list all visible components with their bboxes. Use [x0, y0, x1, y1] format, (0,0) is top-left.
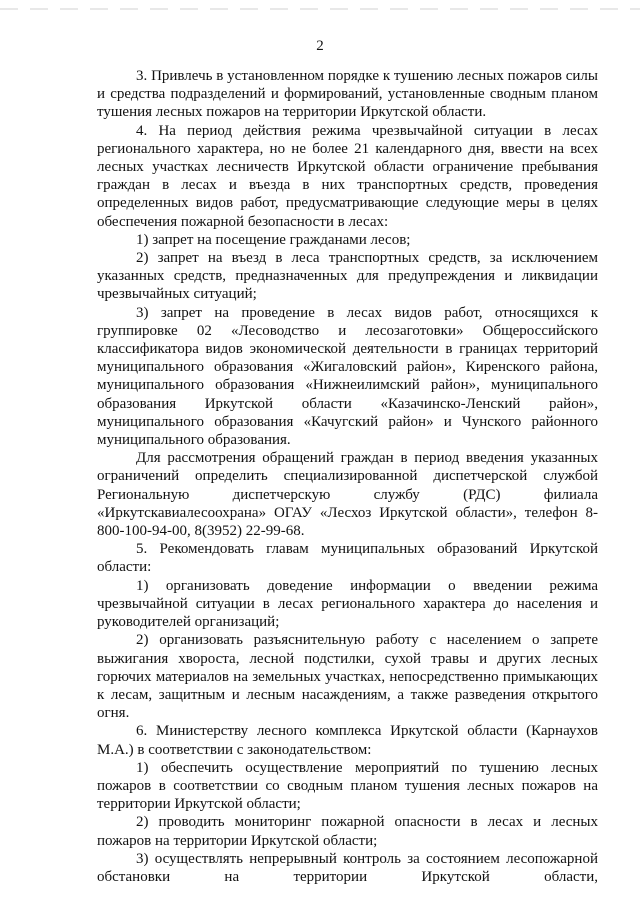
paragraph-item-6: 6. Министерству лесного комплекса Иркутской области (Карнаухов М.А.) в соответствии с законодательством:: [97, 723, 598, 758]
list-item-4-2: 2) запрет на въезд в леса транспортных средств, за исключением указанных средств, предназначенных для предупреждения и ликвидации чрезвычайных ситуаций;: [97, 250, 598, 303]
list-item-6-3: 3) осуществлять непрерывный контроль за состоянием лесопожарной обстановки на территории Иркутской области,: [97, 850, 598, 885]
document-body: [97, 67, 598, 886]
paragraph-item-5: 5. Рекомендовать главам муниципальных образований Иркутской области:: [97, 541, 598, 576]
paragraph-item-3: 3. Привлечь в установленном порядке к тушению лесных пожаров силы и средства подразделений и формирований, установленные сводным планом тушения лесных пожаров на территории Иркутской области.: [97, 68, 598, 121]
page-number: 2: [316, 38, 324, 54]
list-item-5-2: 2) организовать разъяснительную работу с населением о запрете выжигания хвороста, лесной подстилки, сухой травы и других лесных горючих материалов на земельных участках, непосредственно примыкающих к лесам, защитным и лесным насаждениям, а также разведения открытого огня.: [97, 632, 598, 722]
paragraph-hotline: Для рассмотрения обращений граждан в период введения указанных ограничений определить специализированной диспетчерской службой Региональную диспетчерскую службу (РДС) филиала «Иркутскавиалесоохрана» ОГАУ «Лесхоз Иркутской области», телефон 8-800-100-94-00, 8(3952) 22-99-68.: [97, 450, 598, 540]
list-item-5-1: 1) организовать доведение информации о введении режима чрезвычайной ситуации в лесах регионального характера до населения и руководителей организаций;: [97, 577, 598, 631]
paragraph-item-4: 4. На период действия режима чрезвычайной ситуации в лесах регионального характера, но не более 21 календарного дня, ввести на всех лесных участках лесничеств Иркутской области ограничение пребывания граждан в лесах и въезда в них транспортных средств, проведения определенных видов работ, предусматривающие следующие меры в целях обеспечения пожарной безопасности в лесах:: [97, 122, 598, 230]
list-item-6-1: 1) обеспечить осуществление мероприятий по тушению лесных пожаров в соответствии со сводным планом тушения лесных пожаров на территории Иркутской области;: [97, 759, 598, 813]
list-item-4-1: 1) запрет на посещение гражданами лесов;: [136, 231, 411, 248]
list-item-4-3: 3) запрет на проведение в лесах видов работ, относящихся к группировке 02 «Лесоводство и лесозаготовки» Общероссийского классификатора видов экономической деятельности в границах территорий муниципального образования «Жигаловский район», Киренского района, муниципального образования «Нижнеилимский район», муниципального образования Иркутской области «Казачинско-Ленский район», муниципального образования «Качугский район» и Чунского районного муниципального образования.: [97, 304, 598, 449]
list-item-6-2: 2) проводить мониторинг пожарной опасности в лесах и лесных пожаров на территории Иркутской области;: [97, 814, 598, 849]
scan-artifact: [0, 8, 640, 10]
